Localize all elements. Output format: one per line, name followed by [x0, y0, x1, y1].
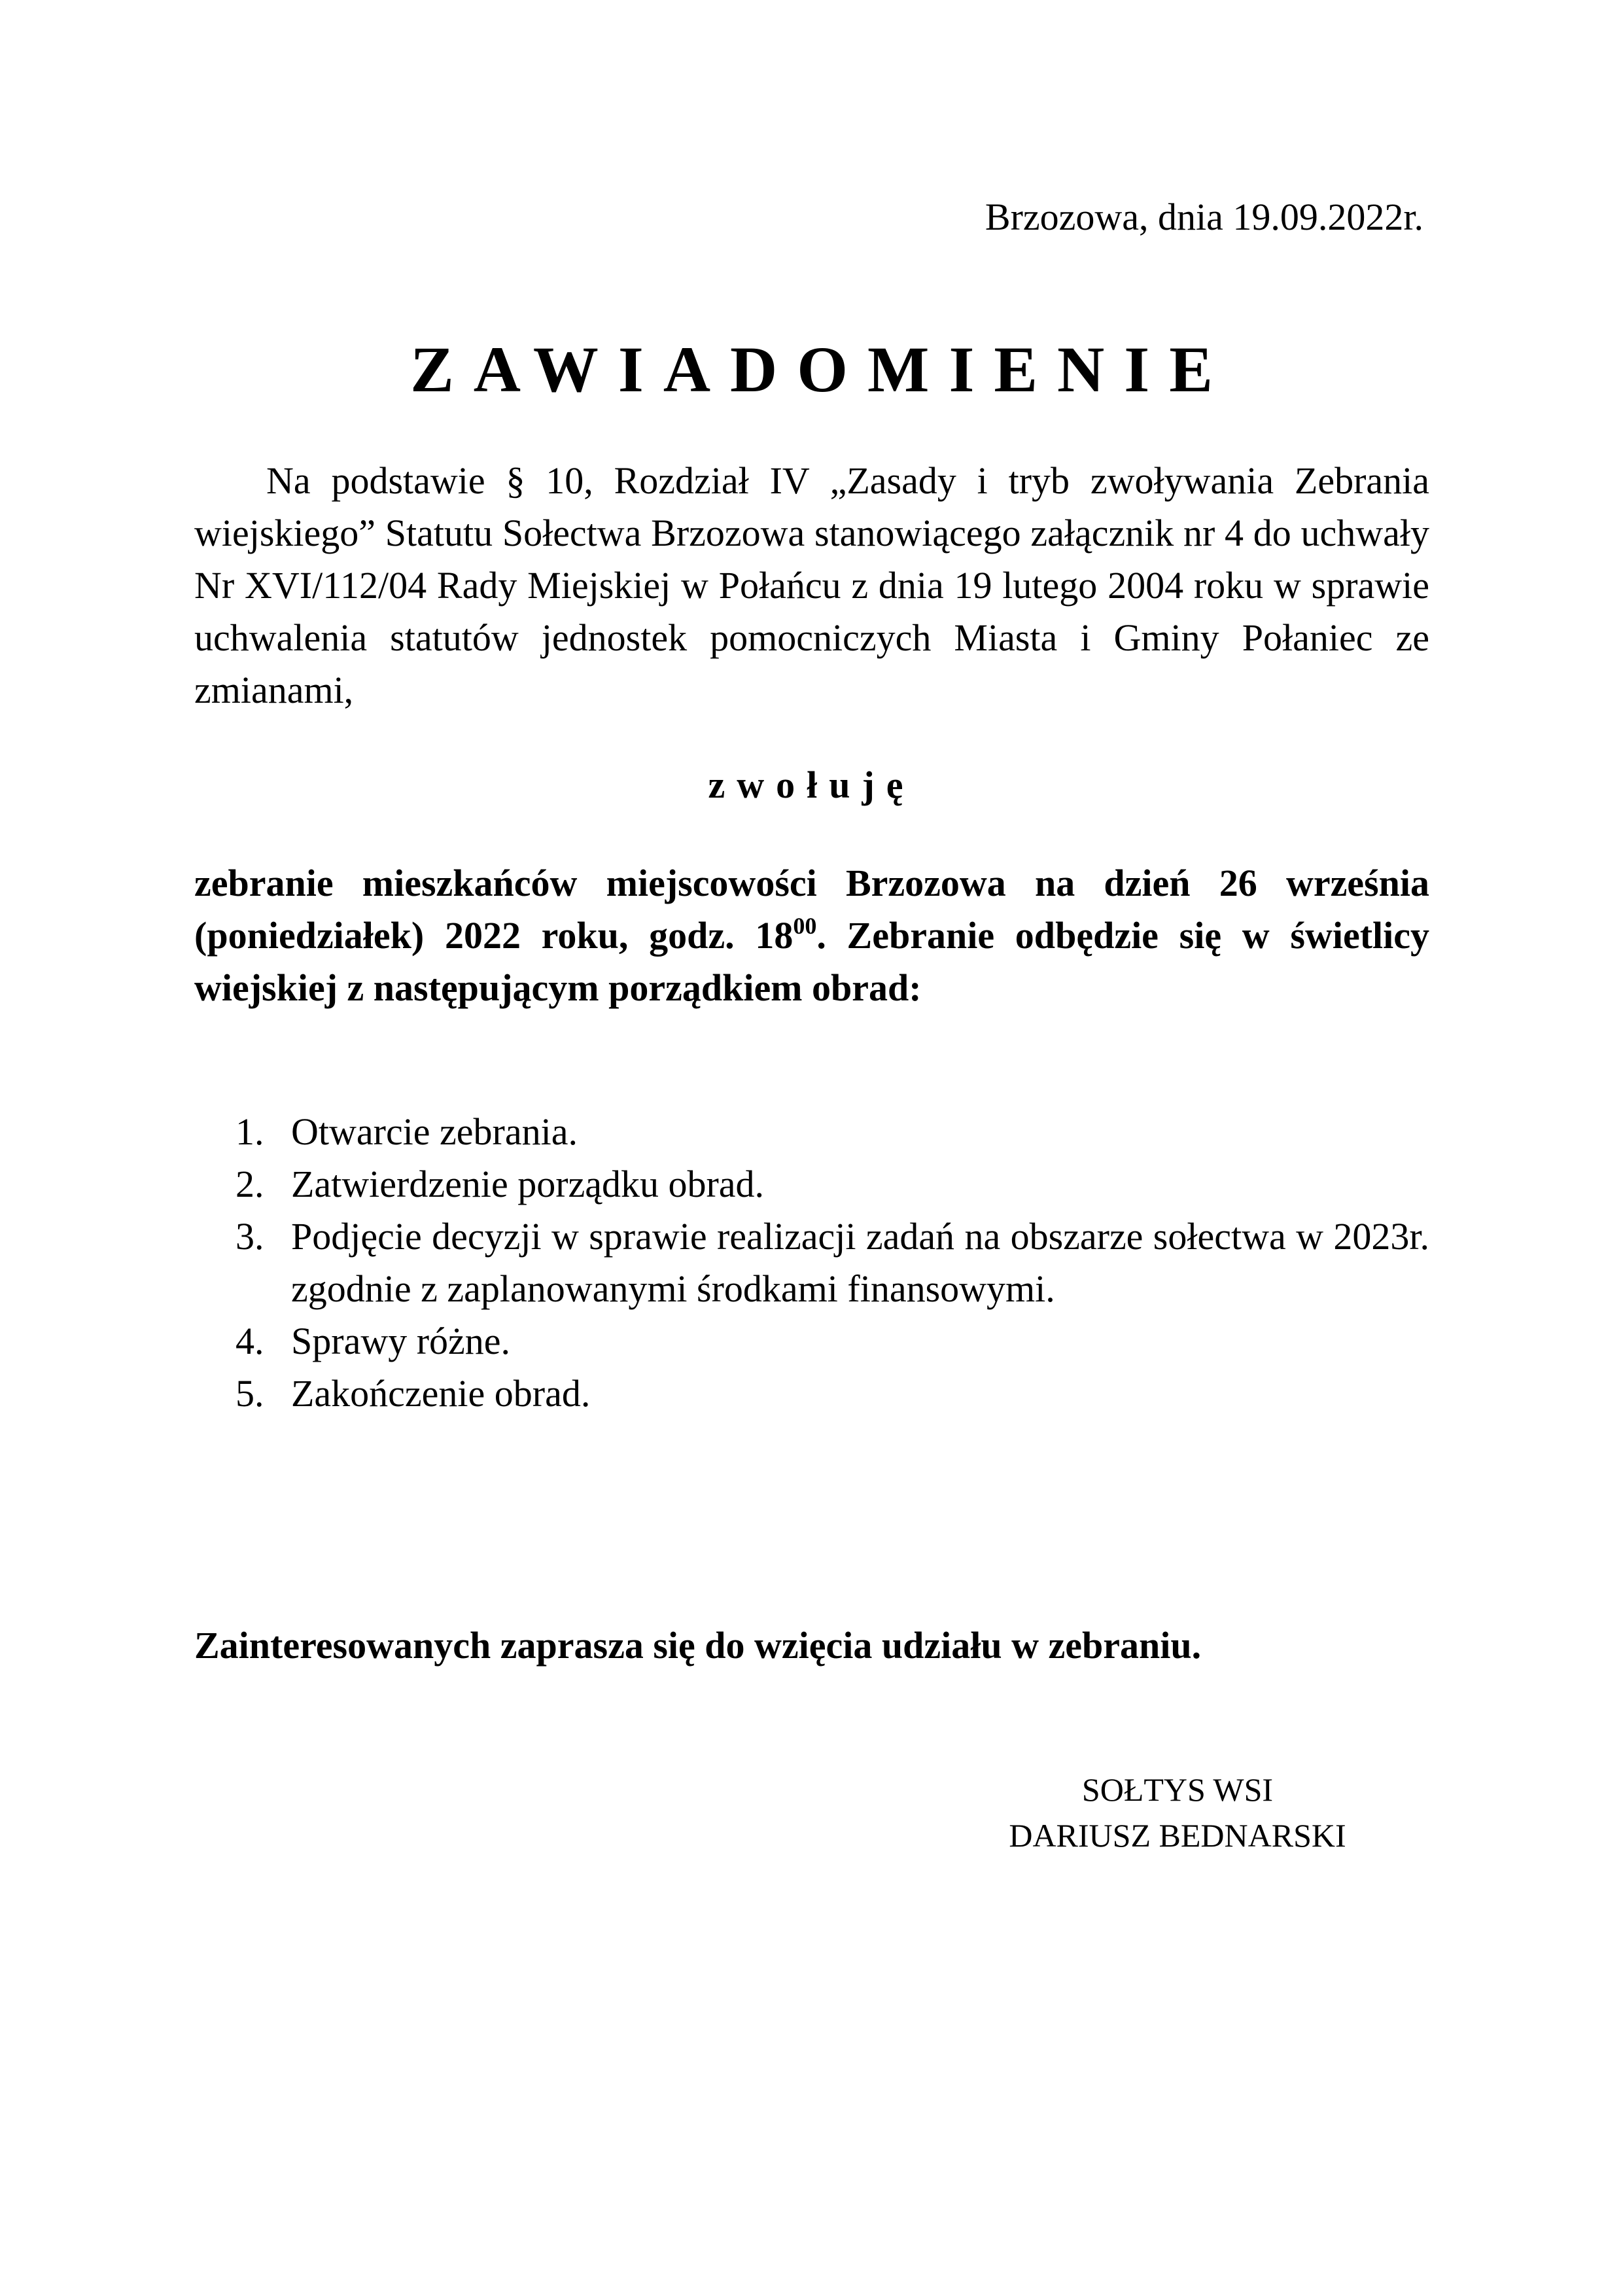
place-date: Brzozowa, dnia 19.09.2022r.: [985, 196, 1423, 238]
agenda-item-text: Zakończenie obrad.: [291, 1372, 591, 1415]
agenda-item-number: 1.: [236, 1110, 264, 1153]
agenda-item-text: Zatwierdzenie porządku obrad.: [291, 1163, 765, 1205]
signature-block: [949, 1767, 1406, 1858]
agenda-item-text: Otwarcie zebrania.: [291, 1110, 578, 1153]
agenda-item: [236, 1368, 1429, 1420]
signature-role: SOŁTYS WSI: [1081, 1771, 1274, 1808]
agenda-item-number: 5.: [236, 1372, 264, 1415]
agenda-list: [236, 1106, 1429, 1420]
intro-paragraph: Na podstawie § 10, Rozdział IV „Zasady i tryb zwoływania Zebrania wiejskiego” Statutu Sołectwa Brzozowa stanowiącego załącznik nr 4 do uchwały Nr XVI/112/04 Rady Miejskiej w Połańcu z dnia 19 lutego 2004 roku w sprawie uchwalenia statutów jednostek pomocniczych Miasta i Gminy Połaniec ze zmianami,: [194, 459, 1429, 711]
agenda-item: [236, 1210, 1429, 1315]
agenda-item-number: 3.: [236, 1215, 264, 1258]
meeting-paragraph: [194, 857, 1429, 1014]
agenda-item-number: 4.: [236, 1320, 264, 1362]
agenda-item-text: Sprawy różne.: [291, 1320, 511, 1362]
agenda-item: [236, 1315, 1429, 1368]
convene-heading: zwołuję: [708, 764, 915, 806]
document-title: ZAWIADOMIENIE: [410, 333, 1232, 406]
signature-name: DARIUSZ BEDNARSKI: [1009, 1817, 1346, 1854]
agenda-item-text: Podjęcie decyzji w sprawie realizacji zadań na obszarze sołectwa w 2023r. zgodnie z zaplanowanymi środkami finansowymi.: [291, 1215, 1429, 1310]
agenda-item: [236, 1106, 1429, 1158]
invitation-text: Zainteresowanych zaprasza się do wzięcia udziału w zebraniu.: [194, 1624, 1202, 1667]
agenda-item: [236, 1158, 1429, 1210]
meeting-time-minutes: 00: [793, 913, 817, 939]
meeting-text-before-time: zebranie mieszkańców miejscowości Brzozowa na dzień 26 września (poniedziałek) 2022 roku, godz. 18: [194, 862, 1429, 957]
agenda-item-number: 2.: [236, 1163, 264, 1205]
meeting-text-after-time: . Zebranie odbędzie się w świetlicy wiejskiej z następującym porządkiem obrad:: [194, 914, 1430, 1009]
